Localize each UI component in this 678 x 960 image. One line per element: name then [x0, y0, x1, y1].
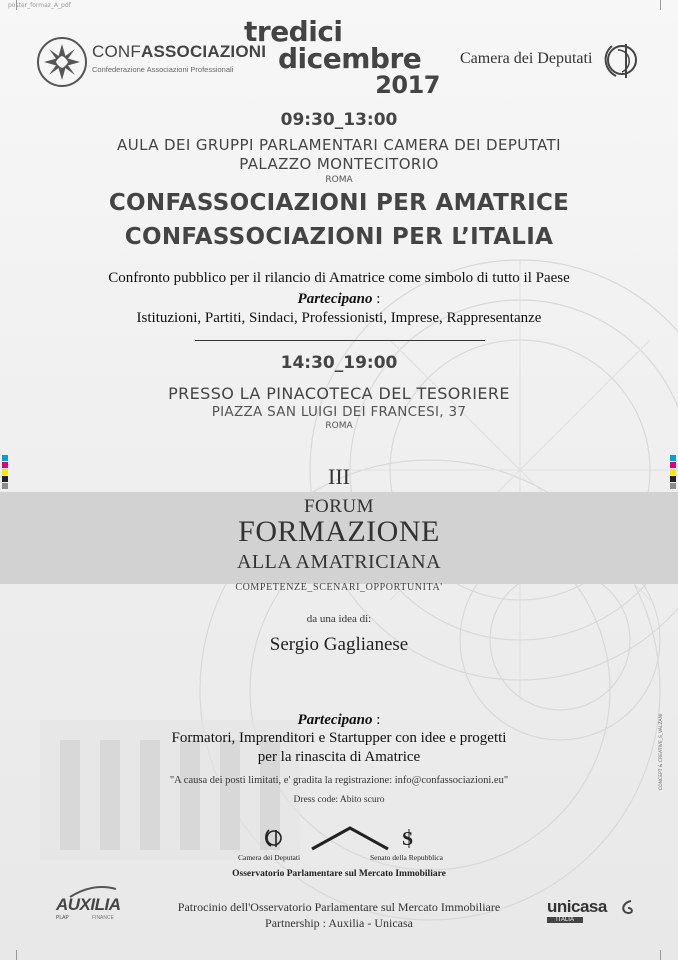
confassociazioni-subtitle: Confederazione Associazioni Professionali — [92, 65, 234, 74]
registration-note: "A causa dei posti limitati, e' gradita la registrazione: info@confassociazioni.eu" — [169, 775, 509, 786]
afternoon-address: PIAZZA SAN LUIGI DEI FRANCESI, 37 — [211, 404, 467, 420]
senato-emblem-icon — [398, 827, 420, 849]
camera-emblem-icon — [262, 827, 284, 849]
date-day: tredici — [244, 15, 343, 48]
unicasa-logo — [547, 897, 607, 923]
forum-subtitle: ALLA AMATRICIANA — [236, 551, 442, 573]
auxilia-tag: PLAP — [56, 915, 69, 921]
auxilia-finance: FINANCE — [92, 915, 114, 921]
afternoon-time: 14:30_19:00 — [280, 353, 398, 373]
morning-venue: AULA DEI GRUPPI PARLAMENTARI CAMERA DEI DEPUTATI — [117, 136, 561, 154]
event-date — [240, 15, 440, 99]
crop-mark — [16, 950, 17, 960]
afternoon-city: ROMA — [325, 421, 353, 431]
file-note: poster_formaz_A_pdf — [8, 2, 71, 9]
camera-emblem-label: Camera dei Deputati — [238, 853, 301, 862]
idea-label: da una idea di: — [306, 613, 372, 625]
confassociazioni-name: CONFASSOCIAZIONI — [92, 42, 267, 61]
forum-label: FORUM — [303, 496, 375, 517]
senato-emblem-label: Senato della Repubblica — [370, 853, 443, 862]
patrocinio-text: Patrocinio dell'Osservatorio Parlamentare sul Mercato Immobiliare — [177, 900, 501, 914]
unicasa-name: unicasa — [547, 897, 607, 916]
partnership-text: Partnership : Auxilia - Unicasa — [265, 916, 413, 930]
section-divider — [195, 340, 485, 341]
headline-italia: CONFASSOCIAZIONI PER L’ITALIA — [124, 224, 554, 250]
morning-city: ROMA — [325, 175, 353, 185]
morning-participants: Istituzioni, Partiti, Sindaci, Professionisti, Imprese, Rappresentanze — [136, 310, 542, 326]
camera-label: Camera dei Deputati — [460, 50, 593, 67]
side-credit: CONCEPT & CREATIVE_S_VALZANI — [659, 713, 664, 790]
forum-title: FORMAZIONE — [238, 515, 440, 548]
forum-edition: III — [328, 464, 350, 489]
osservatorio-title: Osservatorio Parlamentare sul Mercato Immobiliare — [232, 869, 446, 879]
crop-mark — [660, 0, 661, 10]
unicasa-swirl-icon — [619, 899, 635, 917]
roof-icon — [310, 825, 390, 851]
morning-palazzo: PALAZZO MONTECITORIO — [239, 155, 439, 173]
afternoon-venue: PRESSO LA PINACOTECA DEL TESORIERE — [168, 384, 510, 403]
forum-tagline: COMPETENZE_SCENARI_OPPORTUNITA' — [235, 582, 443, 593]
morning-participants-heading: Partecipano : — [297, 291, 381, 307]
dress-code: Dress code: Abito scuro — [293, 795, 385, 805]
morning-description: Confronto pubblico per il rilancio di Amatrice come simbolo di tutto il Paese — [108, 270, 570, 286]
morning-time: 09:30_13:00 — [280, 110, 398, 130]
auxilia-name: AUXILIA — [56, 895, 121, 914]
unicasa-italia: ITALIA — [547, 917, 583, 923]
camera-seal-icon — [596, 36, 644, 84]
headline-amatrice: CONFASSOCIAZIONI PER AMATRICE — [108, 190, 570, 216]
idea-author: Sergio Gaglianese — [269, 634, 409, 655]
forum-participants-line1: Formatori, Imprenditori e Startupper con idee e progetti — [171, 730, 507, 746]
date-year: 2017 — [375, 71, 440, 99]
forum-participants-heading: Partecipano : — [297, 712, 381, 728]
svg-text:S: S — [402, 828, 414, 849]
date-month: dicembre — [278, 42, 422, 75]
confassociazioni-logo-icon — [36, 36, 88, 88]
auxilia-swoosh-icon — [68, 885, 118, 899]
forum-participants-line2: per la rinascita di Amatrice — [257, 749, 421, 765]
crop-mark — [660, 950, 661, 960]
